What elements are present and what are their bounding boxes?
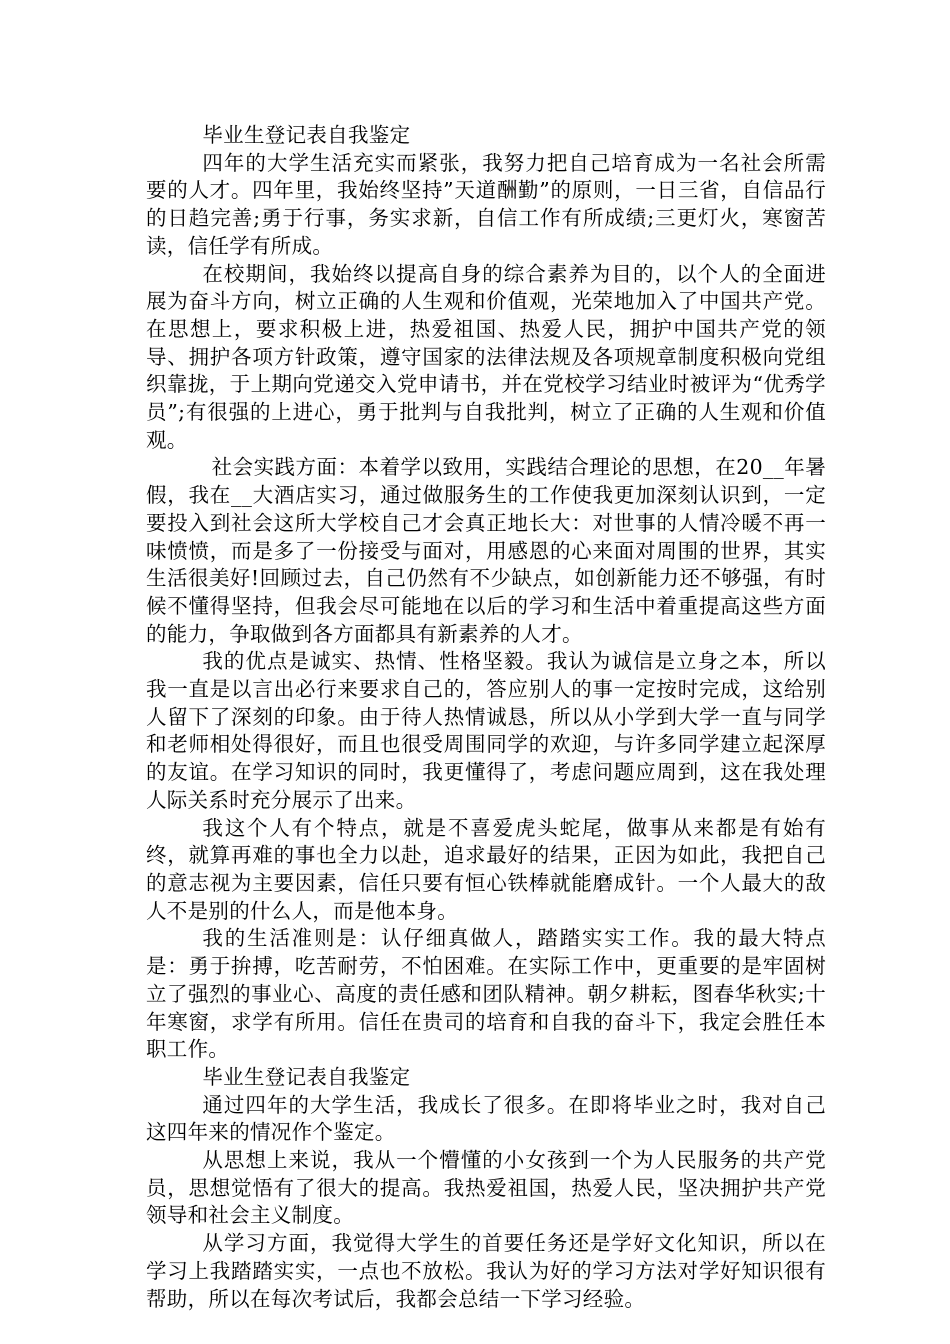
paragraph-strengths: 我的优点是诚实、热情、性格坚毅。我认为诚信是立身之本，所以我一直是以言出必行来要求自己的，答应别人的事一定按时完成，这给别人留下了深刻的印象。由于待人热情诚恳，所以从小学到大学一直与同学和老师相处得很好，而且也很受周围同学的欢迎，与许多同学建立起深厚的友谊。在学习知识的同时，我更懂得了，考虑问题应周到，这在我处理人际关系时充分展示了出来。 — [146, 649, 826, 812]
paragraph-social-practice: 社会实践方面：本着学以致用，实践结合理论的思想，在20__年暑假，我在__大酒店实习，通过做服务生的工作使我更加深刻认识到，一定要投入到社会这所大学校自己才会真正地长大：对世事的人情冷暖不再一味愤愤，而是多了一份接受与面对，用感恩的心来面对周围的世界，其实生活很美好!回顾过去，自己仍然有不少缺点，如创新能力还不够强，有时候不懂得坚持，但我会尽可能地在以后的学习和生活中着重提高这些方面的能力，争取做到各方面都具有新素养的人才。 — [146, 455, 826, 646]
paragraph-study: 从学习方面，我觉得大学生的首要任务还是学好文化知识，所以在学习上我踏踏实实，一点也不放松。我认为好的学习方法对学好知识很有帮助，所以在每次考试后，我都会总结一下学习经验。 — [146, 1231, 826, 1311]
paragraph-ideology: 从思想上来说，我从一个懵懂的小女孩到一个为人民服务的共产党员，思想觉悟有了很大的提高。我热爱祖国，热爱人民，坚决拥护共产党领导和社会主义制度。 — [146, 1148, 826, 1228]
document-heading-second: 毕业生登记表自我鉴定 — [202, 1064, 411, 1089]
paragraph-university-life: 四年的大学生活充实而紧张，我努力把自己培育成为一名社会所需要的人才。四年里，我始终坚持”天道酬勤”的原则，一日三省，自信品行的日趋完善;勇于行事，务实求新，自信工作有所成绩;三更灯火，寒窗苦读，信任学有所成。 — [146, 150, 826, 258]
paragraph-school-period: 在校期间，我始终以提高自身的综合素养为目的，以个人的全面进展为奋斗方向，树立正确的人生观和价值观，光荣地加入了中国共产党。在思想上，要求积极上进，热爱祖国、热爱人民，拥护中国共产党的领导、拥护各项方针政策，遵守国家的法律法规及各项规章制度积极向党组织靠拢，于上期向党递交入党申请书，并在党校学习结业时被评为“优秀学员”;有很强的上进心，勇于批判与自我批判，树立了正确的人生观和价值观。 — [146, 261, 826, 452]
document-body — [146, 122, 826, 1313]
paragraph-character: 我这个人有个特点，就是不喜爱虎头蛇尾，做事从来都是有始有终，就算再难的事也全力以赴，追求最好的结果，正因为如此，我把自己的意志视为主要因素，信任只要有恒心铁棒就能磨成针。一个人最大的敌人不是别的什么人，而是他本身。 — [146, 815, 826, 923]
document-heading: 毕业生登记表自我鉴定 — [202, 123, 411, 147]
paragraph-four-years: 通过四年的大学生活，我成长了很多。在即将毕业之时，我对自己这四年来的情况作个鉴定。 — [146, 1092, 826, 1145]
paragraph-life-principles: 我的生活准则是：认仔细真做人，踏踏实实工作。我的最大特点是：勇于拚搏，吃苦耐劳，不怕困难。在实际工作中，更重要的是牢固树立了强烈的事业心、高度的责任感和团队精神。朝夕耕耘，图春华秋实;十年寒窗，求学有所用。信任在贵司的培育和自我的奋斗下，我定会胜任本职工作。 — [146, 926, 826, 1062]
